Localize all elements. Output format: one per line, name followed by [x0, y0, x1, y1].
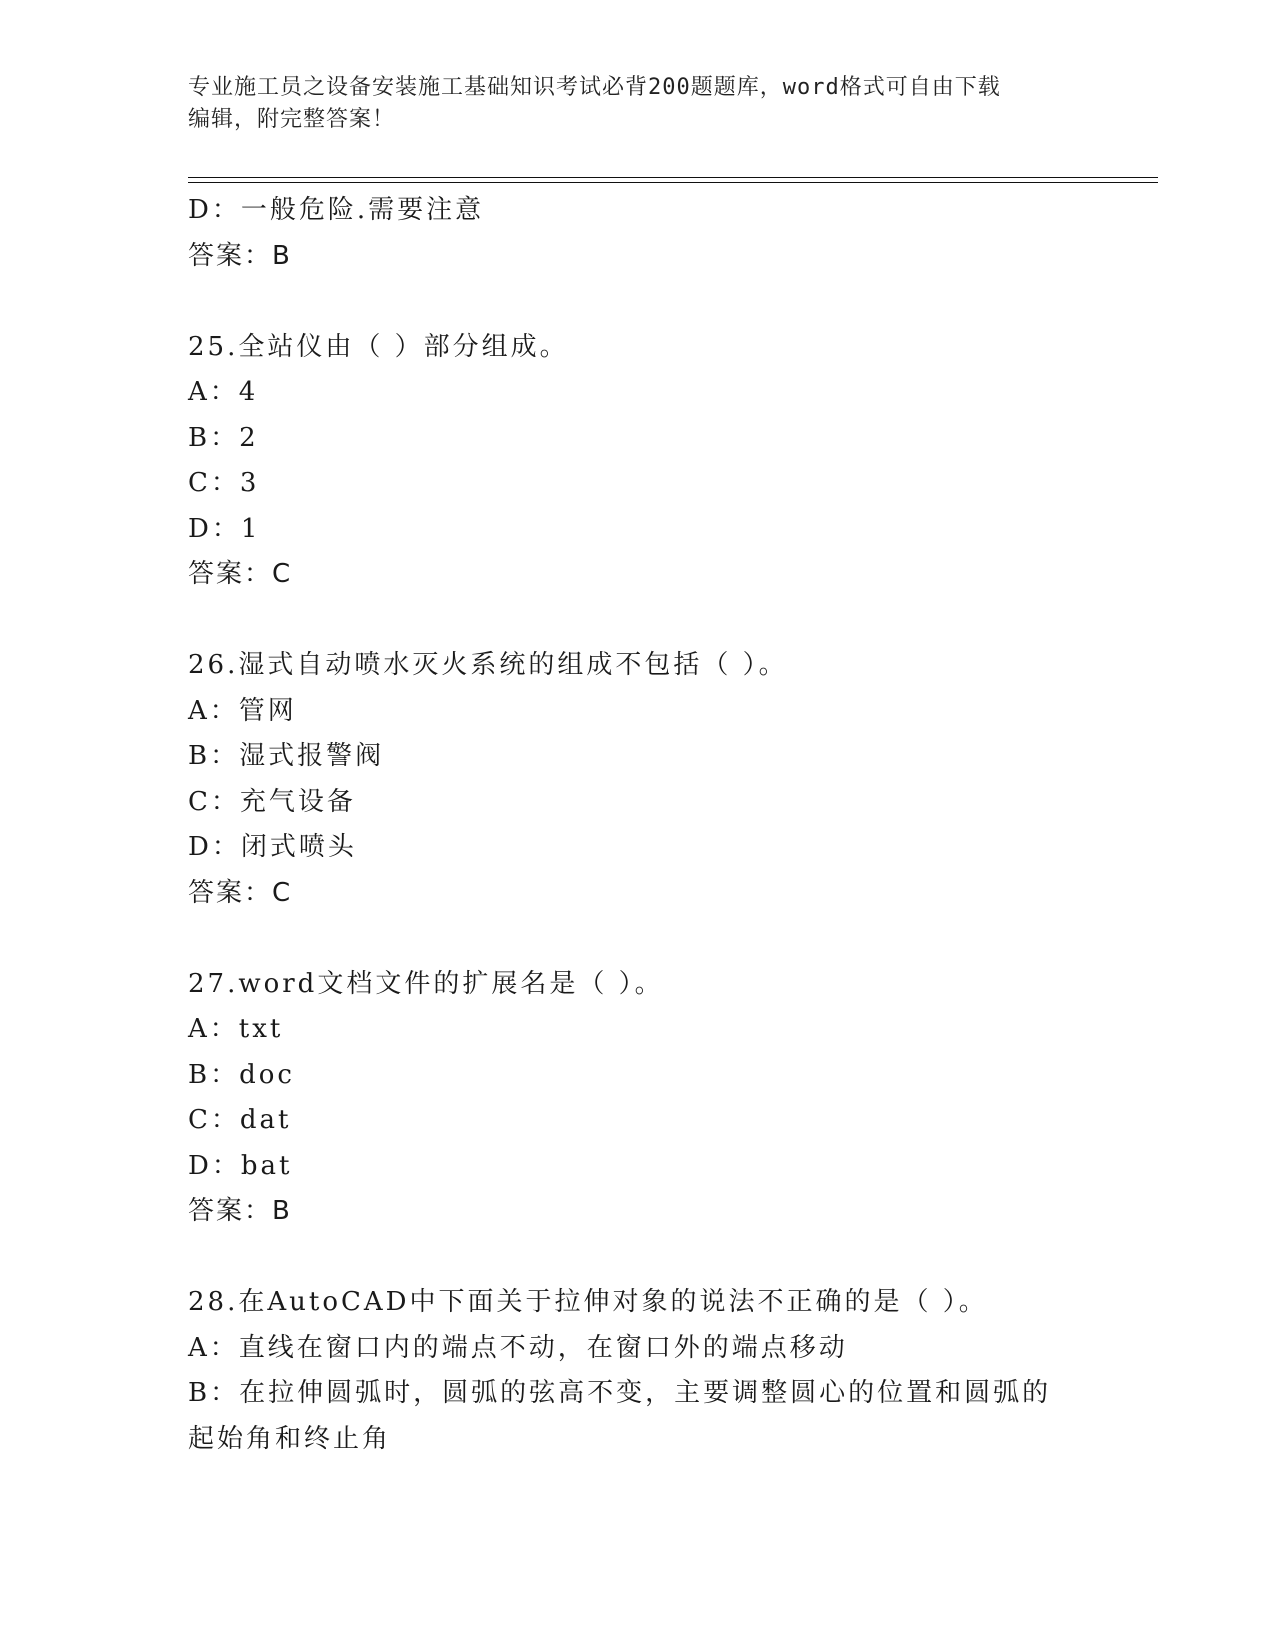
question-stem: 25.全站仪由（ ）部分组成。 — [188, 331, 569, 362]
spacer — [188, 1235, 1088, 1281]
question-stem: 27.word文档文件的扩展名是（ ）。 — [188, 968, 664, 999]
option-a: A：txt — [188, 1014, 284, 1044]
previous-option-d: D：一般危险.需要注意 — [188, 195, 485, 225]
option-c: C：dat — [188, 1105, 292, 1135]
question-25 — [188, 325, 1088, 598]
question-27 — [188, 962, 1088, 1235]
previous-answer: 答案：B — [188, 240, 292, 271]
option-c: C：3 — [188, 468, 260, 498]
option-a: A：直线在窗口内的端点不动，在窗口外的端点移动 — [188, 1332, 848, 1363]
answer: 答案：C — [188, 559, 293, 589]
document-header — [188, 72, 1068, 136]
answer: 答案：C — [188, 877, 293, 908]
option-b: B：doc — [188, 1059, 295, 1090]
question-stem: 28.在AutoCAD中下面关于拉伸对象的说法不正确的是（ ）。 — [188, 1287, 988, 1317]
header-divider-top — [188, 177, 1158, 178]
question-stem: 26.湿式自动喷水灭火系统的组成不包括（ ）。 — [188, 650, 788, 680]
question-28 — [188, 1280, 1088, 1462]
option-a: A：4 — [188, 377, 259, 407]
spacer — [188, 279, 1088, 325]
option-b: B：在拉伸圆弧时，圆弧的弦高不变，主要调整圆心的位置和圆弧的起始角和终止角 — [188, 1378, 1052, 1454]
question-26 — [188, 643, 1088, 916]
option-b: B：湿式报警阀 — [188, 741, 385, 771]
header-title-line1: 专业施工员之设备安装施工基础知识考试必背200题题库，word格式可自由下载 — [188, 75, 1001, 100]
document-body — [188, 188, 1088, 1462]
header-divider-bottom — [188, 182, 1158, 183]
option-d: D：1 — [188, 513, 261, 544]
option-d: D：bat — [188, 1150, 293, 1181]
header-title-line2: 编辑，附完整答案！ — [188, 107, 396, 132]
option-c: C：充气设备 — [188, 786, 356, 817]
spacer — [188, 916, 1088, 962]
spacer — [188, 598, 1088, 644]
option-a: A：管网 — [188, 695, 297, 726]
answer: 答案：B — [188, 1196, 292, 1226]
option-d: D：闭式喷头 — [188, 832, 357, 862]
option-b: B：2 — [188, 422, 259, 453]
